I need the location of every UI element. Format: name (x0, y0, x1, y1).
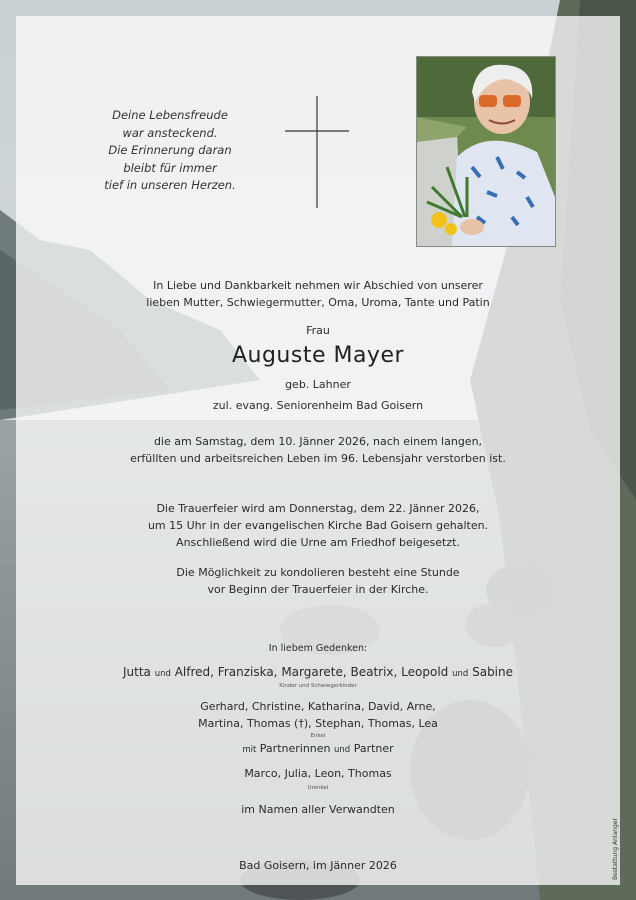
death-line-1: die am Samstag, dem 10. Jänner 2026, nach einem langen, (153, 435, 483, 448)
child-names: Alfred, Franziska, Margarete, Beatrix, Leopold (174, 665, 449, 679)
quote-line: bleibt für immer (123, 160, 217, 175)
birth-name: geb. Lahner (285, 378, 351, 391)
place-date: Bad Goisern, im Jänner 2026 (239, 859, 397, 872)
ceremony-line-3: Anschließend wird die Urne am Friedhof beigesetzt. (176, 536, 460, 549)
memory-heading: In liebem Gedenken: (268, 643, 368, 654)
partners-word: Partner (353, 742, 394, 755)
ceremony-line-1: Die Trauerfeier wird am Donnerstag, dem 22. Jänner 2026, (156, 502, 480, 515)
children-names (16, 665, 620, 679)
quote-line: Deine Lebensfreude (112, 108, 228, 122)
quote-line: tief in unseren Herzen. (104, 178, 236, 192)
child-name: Jutta (122, 665, 151, 679)
funeral-home-credit: Bestattung Anlanger (612, 817, 619, 880)
great-grandchildren-label: Urenkel (307, 785, 329, 791)
grandchildren-line-2: Martina, Thomas (†), Stephan, Thomas, Lea (198, 717, 438, 730)
intro-line-1: In Liebe und Dankbarkeit nehmen wir Abschied von unserer (153, 279, 483, 292)
connector-word: und (334, 745, 351, 755)
latin-cross-icon (284, 96, 350, 208)
child-name: Sabine (472, 665, 514, 679)
residence: zul. evang. Seniorenheim Bad Goisern (212, 399, 424, 412)
partners-line (16, 742, 620, 755)
great-grandchildren-line: Marco, Julia, Leon, Thomas (244, 767, 392, 780)
condolence-line-1: Die Möglichkeit zu kondolieren besteht eine Stunde (176, 566, 460, 579)
intro-line-2: lieben Mutter, Schwiegermutter, Oma, Uroma, Tante und Patin (146, 296, 490, 309)
connector-word: und (154, 669, 171, 679)
ceremony-line-2: um 15 Uhr in der evangelischen Kirche Bad Goisern gehalten. (147, 519, 489, 532)
quote-line: Die Erinnerung daran (108, 143, 232, 157)
quote-line: war ansteckend. (122, 125, 218, 140)
deceased-name: Auguste Mayer (231, 343, 405, 368)
memorial-quote (70, 107, 270, 195)
title-word: Frau (306, 324, 330, 337)
partners-word: Partnerinnen (259, 742, 331, 755)
grandchildren-line-1: Gerhard, Christine, Katharina, David, Arne, (200, 700, 436, 713)
relatives-line: im Namen aller Verwandten (241, 803, 395, 816)
portrait-photo (416, 56, 556, 247)
children-label: Kinder und Schwiegerkinder (279, 683, 357, 689)
death-line-2: erfüllten und arbeitsreichen Leben im 96. Lebensjahr verstorben ist. (130, 452, 506, 465)
condolence-line-2: vor Beginn der Trauerfeier in der Kirche. (207, 583, 429, 596)
grandchildren-label: Enkel (310, 733, 326, 739)
connector-word: und (452, 669, 469, 679)
connector-word: mit (242, 745, 257, 755)
